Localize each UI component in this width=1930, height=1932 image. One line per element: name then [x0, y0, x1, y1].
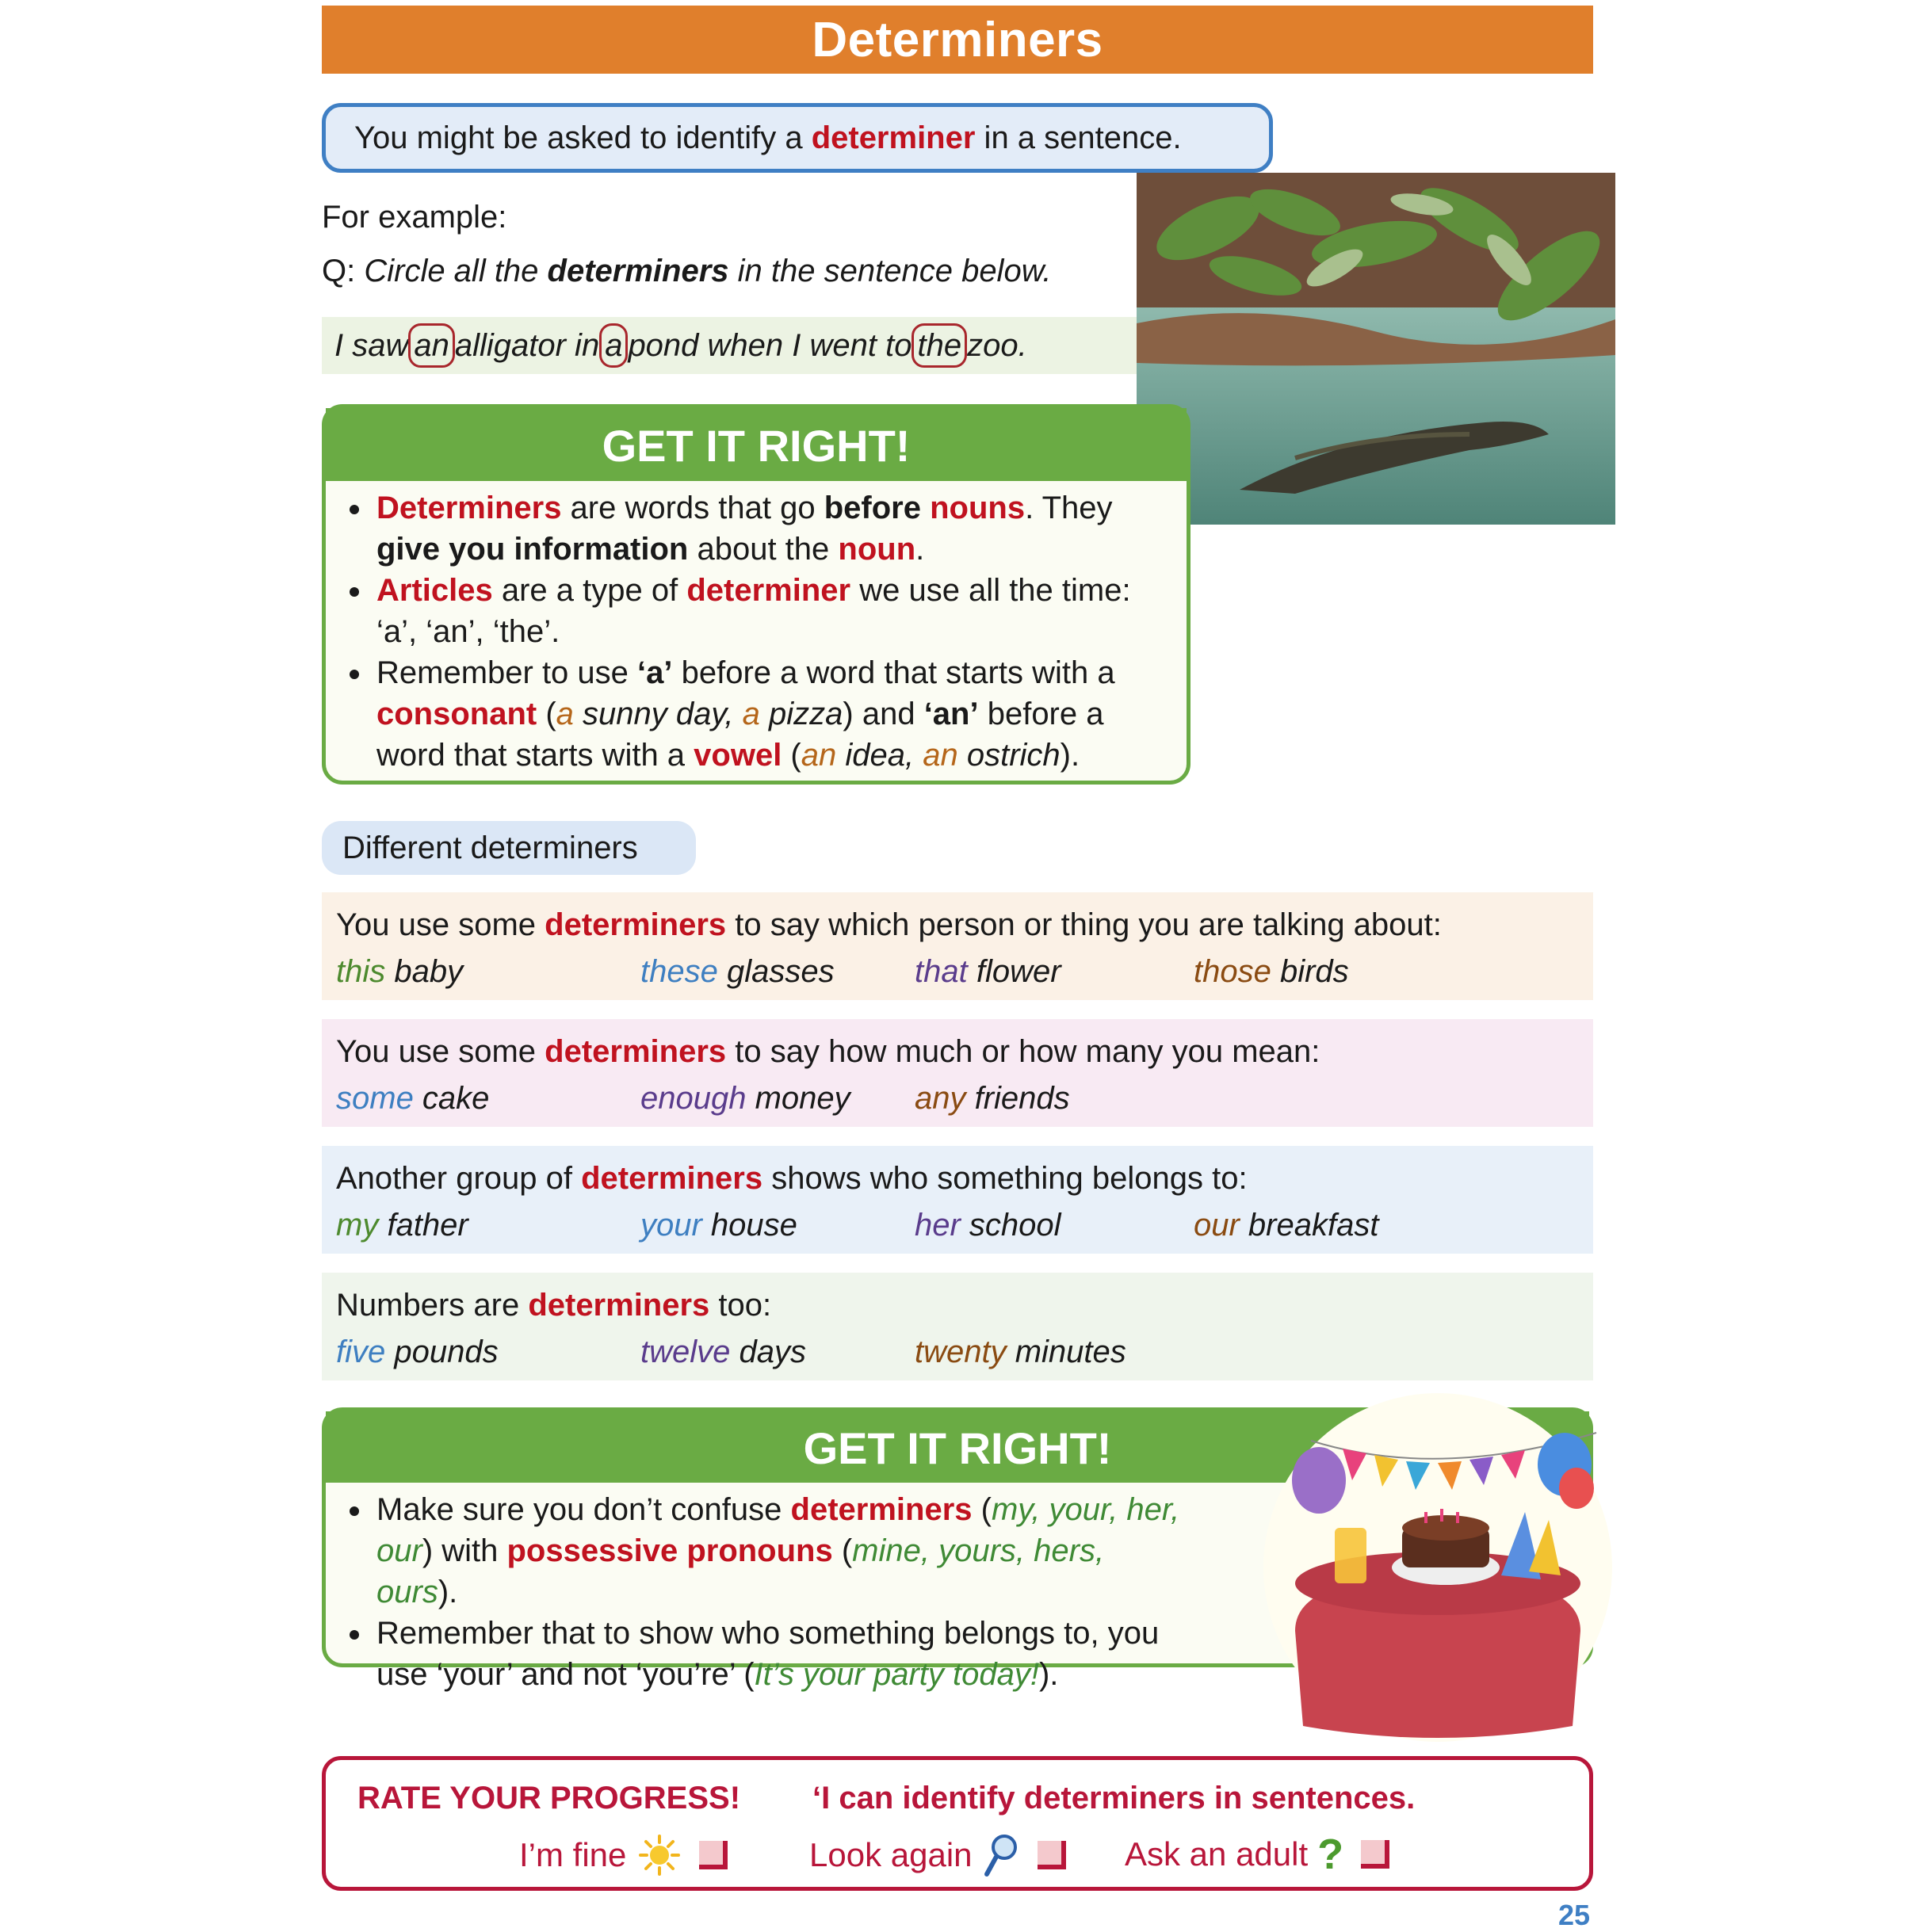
circled-determiner: a: [599, 323, 628, 368]
rate-option-look-again[interactable]: [809, 1833, 1066, 1877]
page-title: Determiners: [812, 12, 1103, 67]
party-illustration: [1263, 1393, 1612, 1742]
page-number: 25: [1558, 1899, 1591, 1931]
example-phrase: twelve days: [640, 1334, 806, 1369]
rate-option-label: Look again: [809, 1836, 973, 1873]
example-phrase: any friends: [915, 1081, 1070, 1116]
rate-progress-box: [322, 1756, 1593, 1891]
checkbox-icon[interactable]: [1361, 1840, 1389, 1869]
example-phrase: twenty minutes: [915, 1334, 1126, 1369]
checkbox-icon[interactable]: [1038, 1841, 1066, 1869]
example-sentence: I saw an alligator in a pond when I went to the zoo.: [322, 317, 1159, 374]
get-it-right-heading: GET IT RIGHT!: [326, 1411, 1589, 1483]
magnifier-icon: [982, 1833, 1020, 1877]
example-label: For example:: [322, 200, 507, 235]
get-it-right-box: [322, 404, 1190, 785]
determiner-section: You use some determiners to say how much or how many you mean: some cake enough money any friends: [322, 1019, 1593, 1127]
rate-statement: ‘I can identify determiners in sentences.: [812, 1781, 1416, 1816]
tip-bullet: • Determiners are words that go before nouns. They give you information about the noun.: [373, 487, 1163, 570]
example-phrase: her school: [915, 1208, 1061, 1243]
rate-title: RATE YOUR PROGRESS!: [357, 1781, 741, 1816]
question-mark-icon: ?: [1317, 1831, 1344, 1878]
intro-callout: [322, 103, 1273, 173]
example-phrase: these glasses: [640, 954, 835, 989]
example-phrase: five pounds: [336, 1334, 499, 1369]
determiner-section: Numbers are determiners too: five pounds twelve days twenty minutes: [322, 1273, 1593, 1380]
tip-bullet: • Articles are a type of determiner we use all the time: ‘a’, ‘an’, ‘the’.: [373, 570, 1163, 652]
example-phrase: some cake: [336, 1081, 490, 1116]
rate-option-fine[interactable]: [519, 1833, 728, 1877]
alligator-photo: [1137, 173, 1615, 525]
rate-option-ask-adult[interactable]: [1125, 1833, 1389, 1876]
rate-option-label: Ask an adult: [1125, 1835, 1309, 1873]
example-phrase: your house: [640, 1208, 797, 1243]
example-phrase: my father: [336, 1208, 468, 1243]
determiner-section: You use some determiners to say which person or thing you are talking about: this baby these glasses that flower those birds: [322, 892, 1593, 1000]
example-phrase: enough money: [640, 1081, 850, 1116]
tip-bullet: • Make sure you don’t confuse determiners (my, your, her, our) with possessive pronouns (mine, yours, hers, ours).: [373, 1489, 1193, 1613]
example-phrase: those birds: [1194, 954, 1349, 989]
example-phrase: this baby: [336, 954, 464, 989]
section-label: Different determiners: [322, 821, 696, 875]
determiner-section: Another group of determiners shows who something belongs to: my father your house her school our breakfast: [322, 1146, 1593, 1254]
tip-bullet: • Remember that to show who something belongs to, you use ‘your’ and not ‘you’re’ (It’s your party today!).: [373, 1613, 1193, 1695]
example-phrase: our breakfast: [1194, 1208, 1379, 1243]
circled-determiner: the: [911, 323, 967, 368]
sun-icon: [637, 1833, 682, 1877]
rate-option-label: I’m fine: [519, 1836, 627, 1873]
title-bar: [322, 6, 1593, 74]
example-question: Q: Circle all the determiners in the sentence below.: [322, 254, 1052, 288]
tip-bullet: • Remember to use ‘a’ before a word that starts with a consonant (a sunny day, a pizza) and ‘an’ before a word that starts with a vowel (an idea, an ostrich).: [373, 652, 1163, 776]
example-phrase: that flower: [915, 954, 1061, 989]
circled-determiner: an: [408, 323, 455, 368]
intro-text: You might be asked to identify a determiner in a sentence.: [354, 120, 1182, 155]
checkbox-icon[interactable]: [699, 1841, 728, 1869]
get-it-right-heading: GET IT RIGHT!: [326, 408, 1187, 481]
